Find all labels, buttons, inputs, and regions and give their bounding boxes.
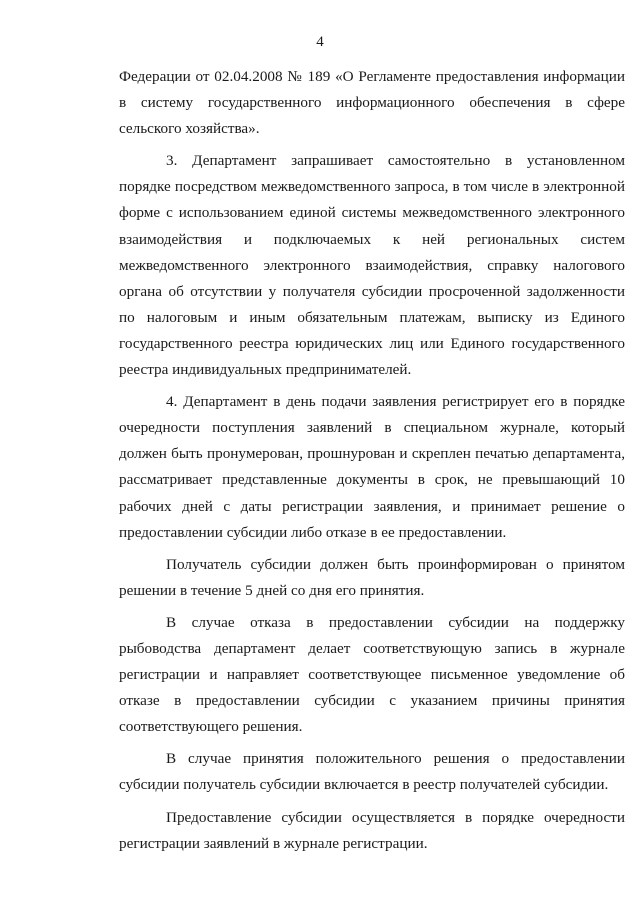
paragraph-item-4: 4. Департамент в день подачи заявления регистрирует его в порядке очередности поступления заявлений в специальном журнале, который должен быть пронумерован, прошнурован и скреплен печатью департамента, рассматривает представленные документы в срок, не превышающий 10 рабочих дней с даты регистрации заявления, и принимает решение о предоставлении субсидии либо отказе в ее предоставлении. xyxy=(119,393,625,541)
paragraph-positive-decision: В случае принятия положительного решения о предоставлении субсидии получатель субсидии включается в реестр получателей субсидии. xyxy=(119,750,625,794)
paragraph-notification: Получатель субсидии должен быть проинформирован о принятом решении в течение 5 дней со дня его принятия. xyxy=(119,555,625,599)
paragraph-continuation: Федерации от 02.04.2008 № 189 «О Регламенте предоставления информации в систему государственного информационного обеспечения в сфере сельского хозяйства». xyxy=(119,68,625,138)
paragraph-item-3: 3. Департамент запрашивает самостоятельно в установленном порядке посредством межведомственного запроса, в том числе в электронной форме с использованием единой системы межведомственного электронного взаимодействия и подключаемых к ней региональных систем межведомственного электронного взаимодействия, справку налогового органа об отсутствии у получателя субсидии просроченной задолженности по налоговым и иным обязательным платежам, выписку из Единого государственного реестра юридических лиц или Единого государственного реестра индивидуальных предпринимателей. xyxy=(119,152,625,379)
paragraph-provision-order: Предоставление субсидии осуществляется в порядке очередности регистрации заявлений в журнале регистрации. xyxy=(119,808,625,852)
document-body xyxy=(119,64,625,857)
page-number: 4 xyxy=(316,34,324,50)
paragraph-refusal: В случае отказа в предоставлении субсидии на поддержку рыбоводства департамент делает соответствующую запись в журнале регистрации и направляет соответствующее письменное уведомление об отказе в предоставлении субсидии с указанием причины принятия соответствующего решения. xyxy=(119,613,625,736)
